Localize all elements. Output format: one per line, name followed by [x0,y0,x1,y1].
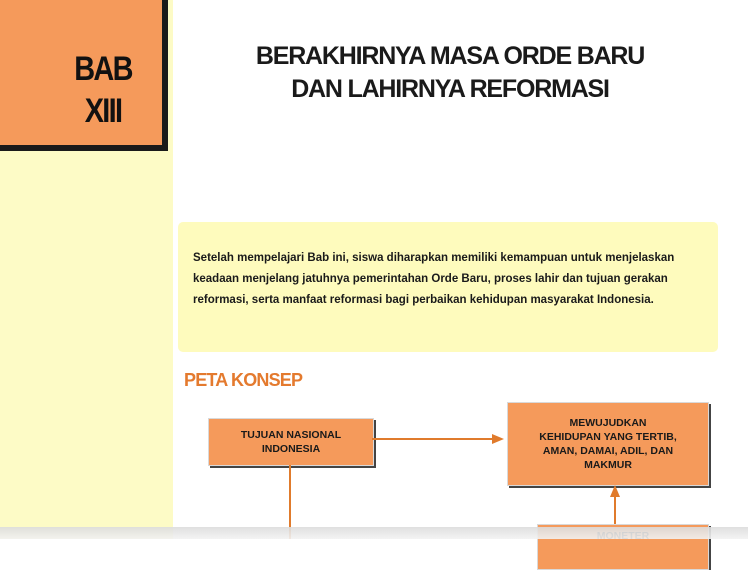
node-realize-line-1: MEWUJUDKAN [569,417,647,429]
chapter-number: XIII [84,92,122,130]
learning-objective-box [178,222,718,352]
node-realize-life [507,402,709,486]
connector-goal-to-realize [372,438,494,440]
connector-monetary-up [614,496,616,524]
page-title-line-1: BERAKHIRNYA MASA ORDE BARU [255,42,645,70]
node-realize-line-4: MAKMUR [584,459,632,471]
node-realize-line-3: AMAN, DAMAI, ADIL, DAN [542,445,674,457]
node-national-goal-line-1: TUJUAN NASIONAL [240,429,342,441]
node-realize-line-2: KEHIDUPAN YANG TERTIB, [539,431,677,443]
learning-objective-text: Setelah mempelajari Bab ini, siswa diharapkan memiliki kemampuan untuk menjelaskan keadaan menjelang jatuhnya pemerintahan Orde Baru, proses lahir dan tujuan gerakan reformasi, serta manfaat reformasi bagi perbaikan kehidupan masyarakat Indonesia. [193,252,675,306]
node-national-goal-line-2: INDONESIA [261,443,321,455]
arrow-up-icon [610,485,620,497]
chapter-word: BAB [74,50,132,88]
arrow-right-icon [492,434,504,444]
page-title-line-2: DAN LAHIRNYA REFORMASI [291,75,609,103]
node-national-goal [208,418,374,466]
concept-map-heading: PETA KONSEP [184,370,303,390]
bottom-edge-bar [0,527,748,539]
page-title [182,40,718,106]
chapter-label [15,48,190,132]
chapter-badge [0,0,168,151]
